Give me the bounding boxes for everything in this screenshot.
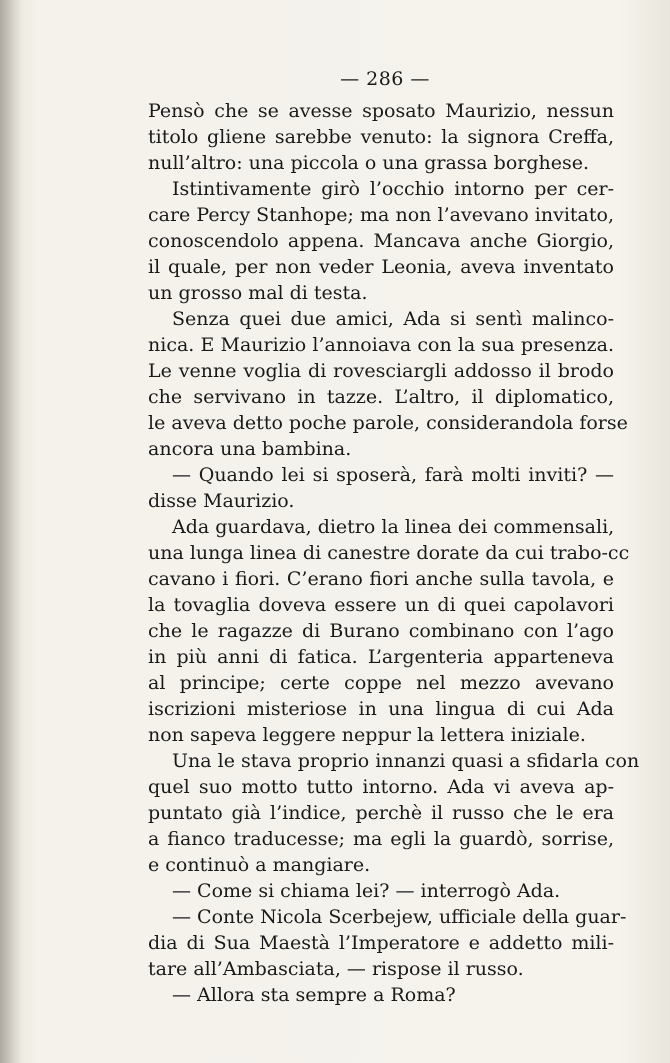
text-line: puntato già l’indice, perchè il russo che le era bbox=[148, 802, 614, 824]
text-line: dia di Sua Maestà l’Imperatore e addetto mili- bbox=[148, 932, 614, 954]
text-line: un grosso mal di testa. bbox=[148, 282, 368, 304]
text-line: Ada guardava, dietro la linea dei commensali, bbox=[172, 516, 615, 538]
text-line: disse Maurizio. bbox=[148, 490, 295, 512]
text-line: — Allora sta sempre a Roma? bbox=[172, 984, 456, 1006]
text-line: iscrizioni misteriose in una lingua di cui Ada bbox=[148, 698, 614, 720]
text-line: e continuò a mangiare. bbox=[148, 854, 371, 876]
binding-shadow bbox=[0, 0, 22, 1063]
text-line: Istintivamente girò l’occhio intorno per cer- bbox=[172, 178, 614, 200]
text-line: in più anni di fatica. L’argenteria apparteneva bbox=[148, 646, 614, 668]
text-line: nica. E Maurizio l’annoiava con la sua presenza. bbox=[148, 334, 614, 356]
text-line: care Percy Stanhope; ma non l’avevano invitato, bbox=[148, 204, 614, 226]
text-line: che le ragazze di Burano combinano con l’ago bbox=[148, 620, 614, 642]
text-line: il quale, per non veder Leonia, aveva inventato bbox=[148, 256, 614, 278]
text-line: conoscendolo appena. Mancava anche Giorgio, bbox=[148, 230, 614, 252]
text-line: a fianco traducesse; ma egli la guardò, sorrise, bbox=[148, 828, 614, 850]
text-line: Le venne voglia di rovesciargli addosso il brodo bbox=[148, 360, 614, 382]
text-line: — Quando lei si sposerà, farà molti inviti? — bbox=[172, 464, 614, 486]
text-line: tare all’Ambasciata, — rispose il russo. bbox=[148, 958, 524, 980]
text-line: Senza quei due amici, Ada si sentì malinco- bbox=[172, 308, 614, 330]
text-line: quel suo motto tutto intorno. Ada vi aveva ap- bbox=[148, 776, 614, 798]
text-line: una lunga linea di canestre dorate da cui trabo-cc bbox=[148, 542, 630, 564]
text-line: non sapeva leggere neppur la lettera iniziale. bbox=[148, 724, 586, 746]
text-line: — Conte Nicola Scerbejew, ufficiale della guar- bbox=[172, 906, 627, 928]
text-line: cavano i fiori. C’erano fiori anche sulla tavola, e bbox=[148, 568, 614, 590]
text-line: Pensò che se avesse sposato Maurizio, nessun bbox=[148, 100, 614, 122]
text-line: Una le stava proprio innanzi quasi a sfidarla con bbox=[172, 750, 640, 772]
text-line: titolo gliene sarebbe venuto: la signora Creffa, bbox=[148, 126, 614, 148]
body-text bbox=[148, 98, 640, 1008]
text-line: — Come si chiama lei? — interrogò Ada. bbox=[172, 880, 561, 902]
text-line: la tovaglia doveva essere un di quei capolavori bbox=[148, 594, 614, 616]
text-line: che servivano in tazze. L’altro, il diplomatico, bbox=[148, 386, 614, 408]
page-number: — 286 — bbox=[340, 68, 430, 90]
text-line: null’altro: una piccola o una grassa borghese. bbox=[148, 152, 590, 174]
text-line: le aveva detto poche parole, considerandola forse bbox=[148, 412, 628, 434]
text-line: al principe; certe coppe nel mezzo avevano bbox=[148, 672, 614, 694]
text-line: ancora una bambina. bbox=[148, 438, 352, 460]
